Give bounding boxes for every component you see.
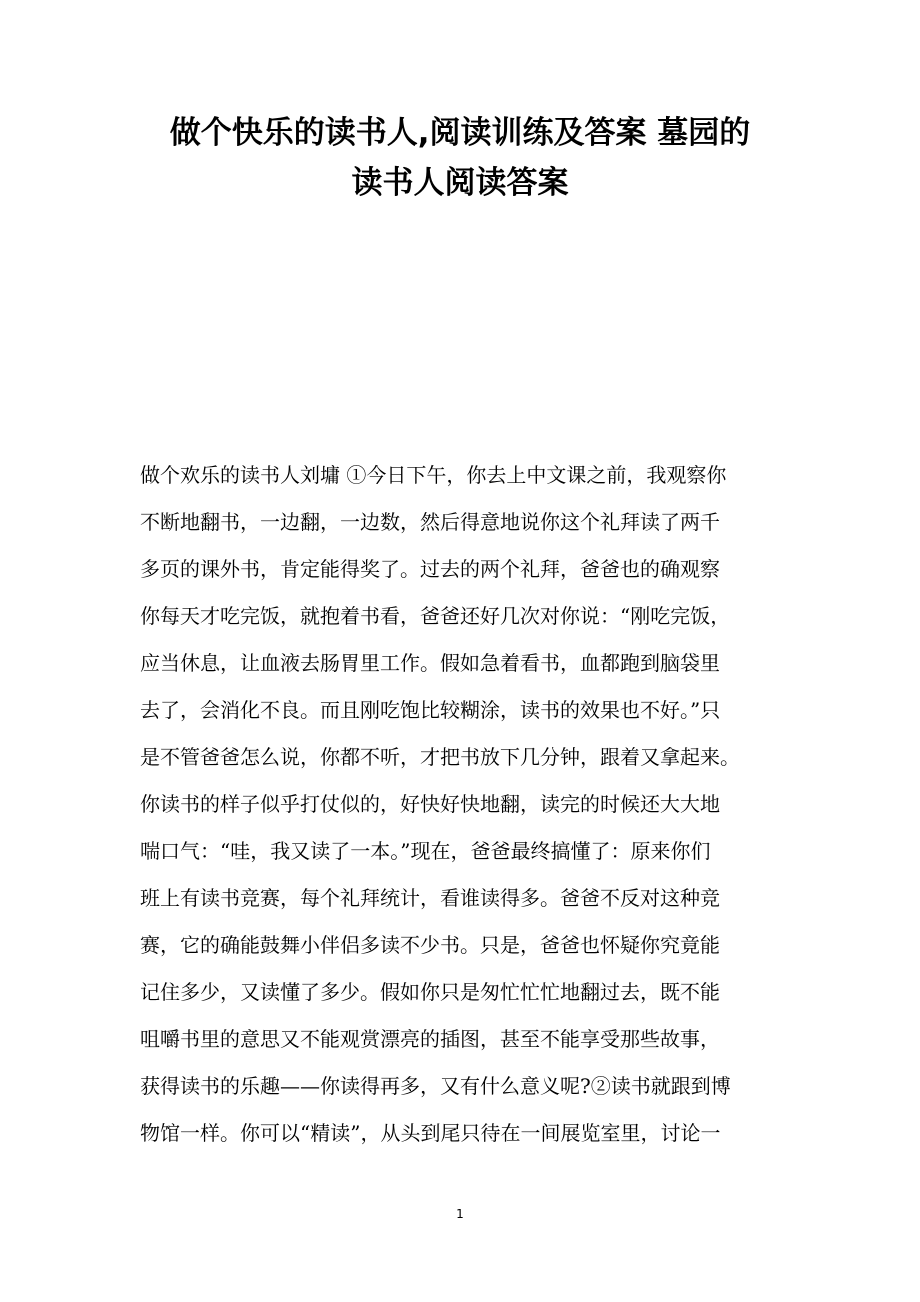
- body-text: [140, 452, 785, 1157]
- body-line-13: 咀嚼书里的意思又不能观赏漂亮的插图，甚至不能享受那些故事，: [140, 1027, 720, 1051]
- body-line-3: 多页的课外书，肯定能得奖了。过去的两个礼拜，爸爸也的确观察: [140, 557, 720, 581]
- body-line-2: 不断地翻书，一边翻，一边数，然后得意地说你这个礼拜读了两千: [140, 510, 720, 534]
- title-line-1: 做个快乐的读书人,阅读训练及答案 墓园的: [169, 115, 751, 151]
- body-line-4: 你每天才吃完饭，就抱着书看，爸爸还好几次对你说：“刚吃完饭，: [140, 604, 731, 628]
- document-title: [0, 108, 920, 208]
- title-line-2: 读书人阅读答案: [351, 165, 569, 201]
- body-line-15: 物馆一样。你可以“精读”，从头到尾只待在一间展览室里，讨论一: [140, 1121, 721, 1145]
- body-line-6: 去了，会消化不良。而且刚吃饱比较糊涂，读书的效果也不好。”只: [140, 698, 721, 722]
- body-line-5: 应当休息，让血液去肠胃里工作。假如急着看书，血都跑到脑袋里: [140, 651, 720, 675]
- body-line-8: 你读书的样子似乎打仗似的，好快好快地翻，读完的时候还大大地: [140, 792, 720, 816]
- body-line-12: 记住多少，又读懂了多少。假如你只是匆忙忙忙地翻过去，既不能: [140, 980, 720, 1004]
- body-line-9: 喘口气：“哇，我又读了一本。”现在，爸爸最终搞懂了：原来你们: [140, 839, 711, 863]
- body-line-1: 做个欢乐的读书人刘墉 ①今日下午，你去上中文课之前，我观察你: [140, 463, 727, 487]
- page-number: 1: [456, 1207, 464, 1221]
- body-line-7: 是不管爸爸怎么说，你都不听，才把书放下几分钟，跟着又拿起来。: [140, 745, 740, 769]
- body-line-11: 赛，它的确能鼓舞小伴侣多读不少书。只是，爸爸也怀疑你究竟能: [140, 933, 720, 957]
- body-line-10: 班上有读书竞赛，每个礼拜统计，看谁读得多。爸爸不反对这种竞: [140, 886, 720, 910]
- body-line-14: 获得读书的乐趣——你读得再多，又有什么意义呢?②读书就跟到博: [140, 1074, 731, 1098]
